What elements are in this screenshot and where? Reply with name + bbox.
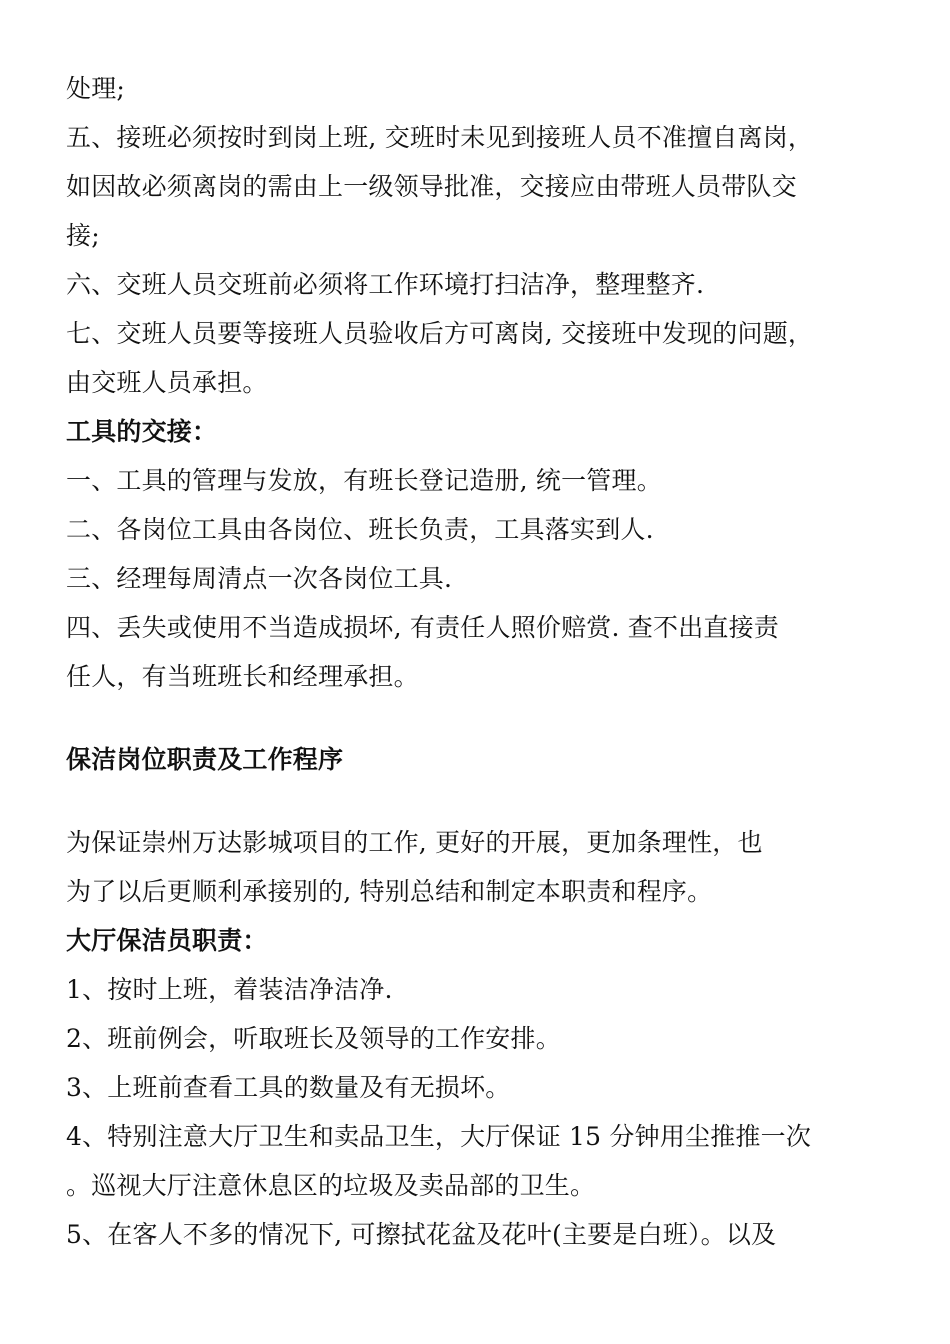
text-line: 任人，有当班班长和经理承担。 <box>66 662 419 691</box>
text-line: 处理; <box>66 74 126 103</box>
document-page <box>66 64 916 1259</box>
text-line: 一、工具的管理与发放，有班长登记造册, 统一管理。 <box>66 466 662 495</box>
spacer <box>66 784 916 818</box>
tools-heading: 工具的交接： <box>66 417 218 446</box>
text-line: 五、接班必须按时到岗上班, 交班时未见到接班人员不准擅自离岗， <box>66 123 814 152</box>
text-line: 1、按时上班，着装洁净洁净. <box>66 975 393 1004</box>
text-line: 六、交班人员交班前必须将工作环境打扫洁净，整理整齐. <box>66 270 705 299</box>
text-line: 为了以后更顺利承接别的, 特别总结和制定本职责和程序。 <box>66 877 713 906</box>
text-line: 二、各岗位工具由各岗位、班长负责，工具落实到人. <box>66 515 654 544</box>
text-line: 三、经理每周清点一次各岗位工具. <box>66 564 453 593</box>
text-line: 接; <box>66 221 100 250</box>
text-line: 2、班前例会，听取班长及领导的工作安排。 <box>66 1024 561 1053</box>
text-line: 4、特别注意大厅卫生和卖品卫生，大厅保证 15 分钟用尘推推一次 <box>66 1122 812 1151</box>
text-line: 由交班人员承担。 <box>66 368 268 397</box>
section-title: 保洁岗位职责及工作程序 <box>66 745 344 774</box>
text-line: 3、上班前查看工具的数量及有无损坏。 <box>66 1073 511 1102</box>
text-line: 5、在客人不多的情况下, 可擦拭花盆及花叶(主要是白班）。以及 <box>66 1220 777 1249</box>
text-line: 七、交班人员要等接班人员验收后方可离岗, 交接班中发现的问题， <box>66 319 814 348</box>
text-line: 如因故必须离岗的需由上一级领导批准，交接应由带班人员带队交 <box>66 172 797 201</box>
spacer <box>66 701 916 735</box>
text-line: 。巡视大厅注意休息区的垃圾及卖品部的卫生。 <box>66 1171 596 1200</box>
text-line: 为保证崇州万达影城项目的工作, 更好的开展，更加条理性，也 <box>66 828 763 857</box>
text-line: 四、丢失或使用不当造成损坏, 有责任人照价赔赏. 查不出直接责 <box>66 613 779 642</box>
hall-heading: 大厅保洁员职责： <box>66 926 268 955</box>
